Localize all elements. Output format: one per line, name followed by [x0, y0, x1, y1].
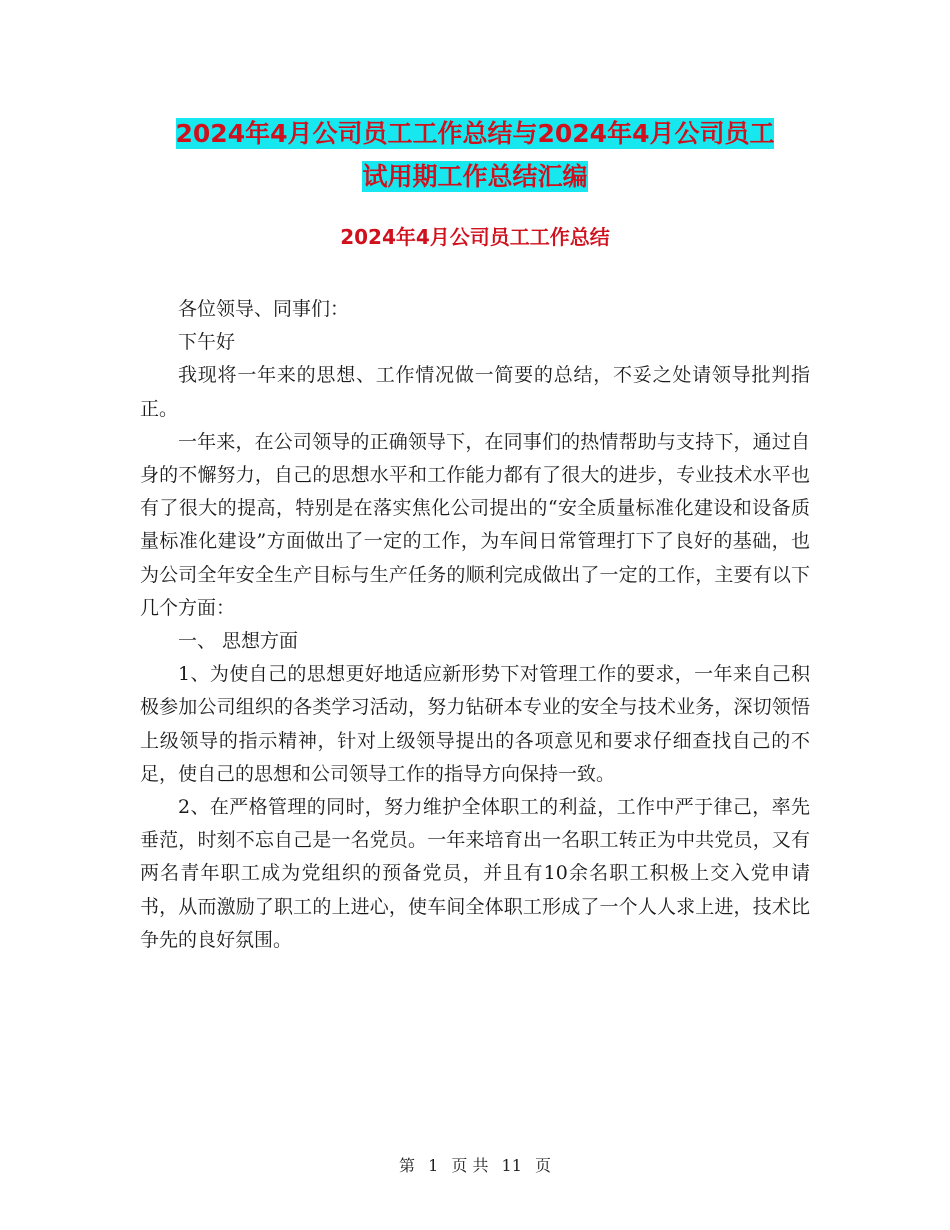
page-label-prefix: 第 [398, 1156, 415, 1175]
paragraph: 一年来，在公司领导的正确领导下，在同事们的热情帮助与支持下，通过自身的不懈努力，自己的思想水平和工作能力都有了很大的进步，专业技术水平也有了很大的提高，特别是在落实焦化公司提出的“安全质量标准化建设和设备质量标准化建设”方面做出了一定的工作，为车间日常管理打下了良好的基础，也为公司全年安全生产目标与生产任务的顺利完成做出了一定的工作，主要有以下几个方面： [140, 430, 810, 619]
document-title-line-1: 2024年4月公司员工工作总结与2024年4月公司员工 [175, 119, 775, 148]
page-current: 1 [428, 1156, 439, 1175]
document-body [140, 293, 810, 957]
subsection-heading: 一、 思想方面 [178, 630, 299, 653]
page-total: 11 [501, 1156, 522, 1175]
salutation: 下午好 [178, 331, 236, 354]
section-title: 2024年4月公司员工工作总结 [340, 225, 610, 249]
page-footer [0, 1153, 950, 1176]
paragraph: 2、在严格管理的同时，努力维护全体职工的利益，工作中严于律己，率先垂范，时刻不忘自己是一名党员。一年来培育出一名职工转正为中共党员，又有两名青年职工成为党组织的预备党员，并且有10余名职工积极上交入党申请书，从而激励了职工的上进心，使车间全体职工形成了一个人人求上进，技术比争先的良好氛围。 [140, 796, 810, 951]
greeting: 各位领导、同事们： [178, 298, 350, 320]
paragraph: 1、为使自己的思想更好地适应新形势下对管理工作的要求，一年来自己积极参加公司组织的各类学习活动，努力钻研本专业的安全与技术业务，深切领悟上级领导的指示精神，针对上级领导提出的各项意见和要求仔细查找自己的不足，使自己的思想和公司领导工作的指导方向保持一致。 [140, 663, 810, 785]
document-title-line-2: 试用期工作总结汇编 [362, 162, 588, 191]
page-label-mid: 页 共 [451, 1156, 489, 1175]
page-label-suffix: 页 [535, 1156, 552, 1175]
paragraph: 我现将一年来的思想、工作情况做一简要的总结，不妥之处请领导批判指正。 [140, 364, 810, 420]
document-title [140, 112, 810, 198]
